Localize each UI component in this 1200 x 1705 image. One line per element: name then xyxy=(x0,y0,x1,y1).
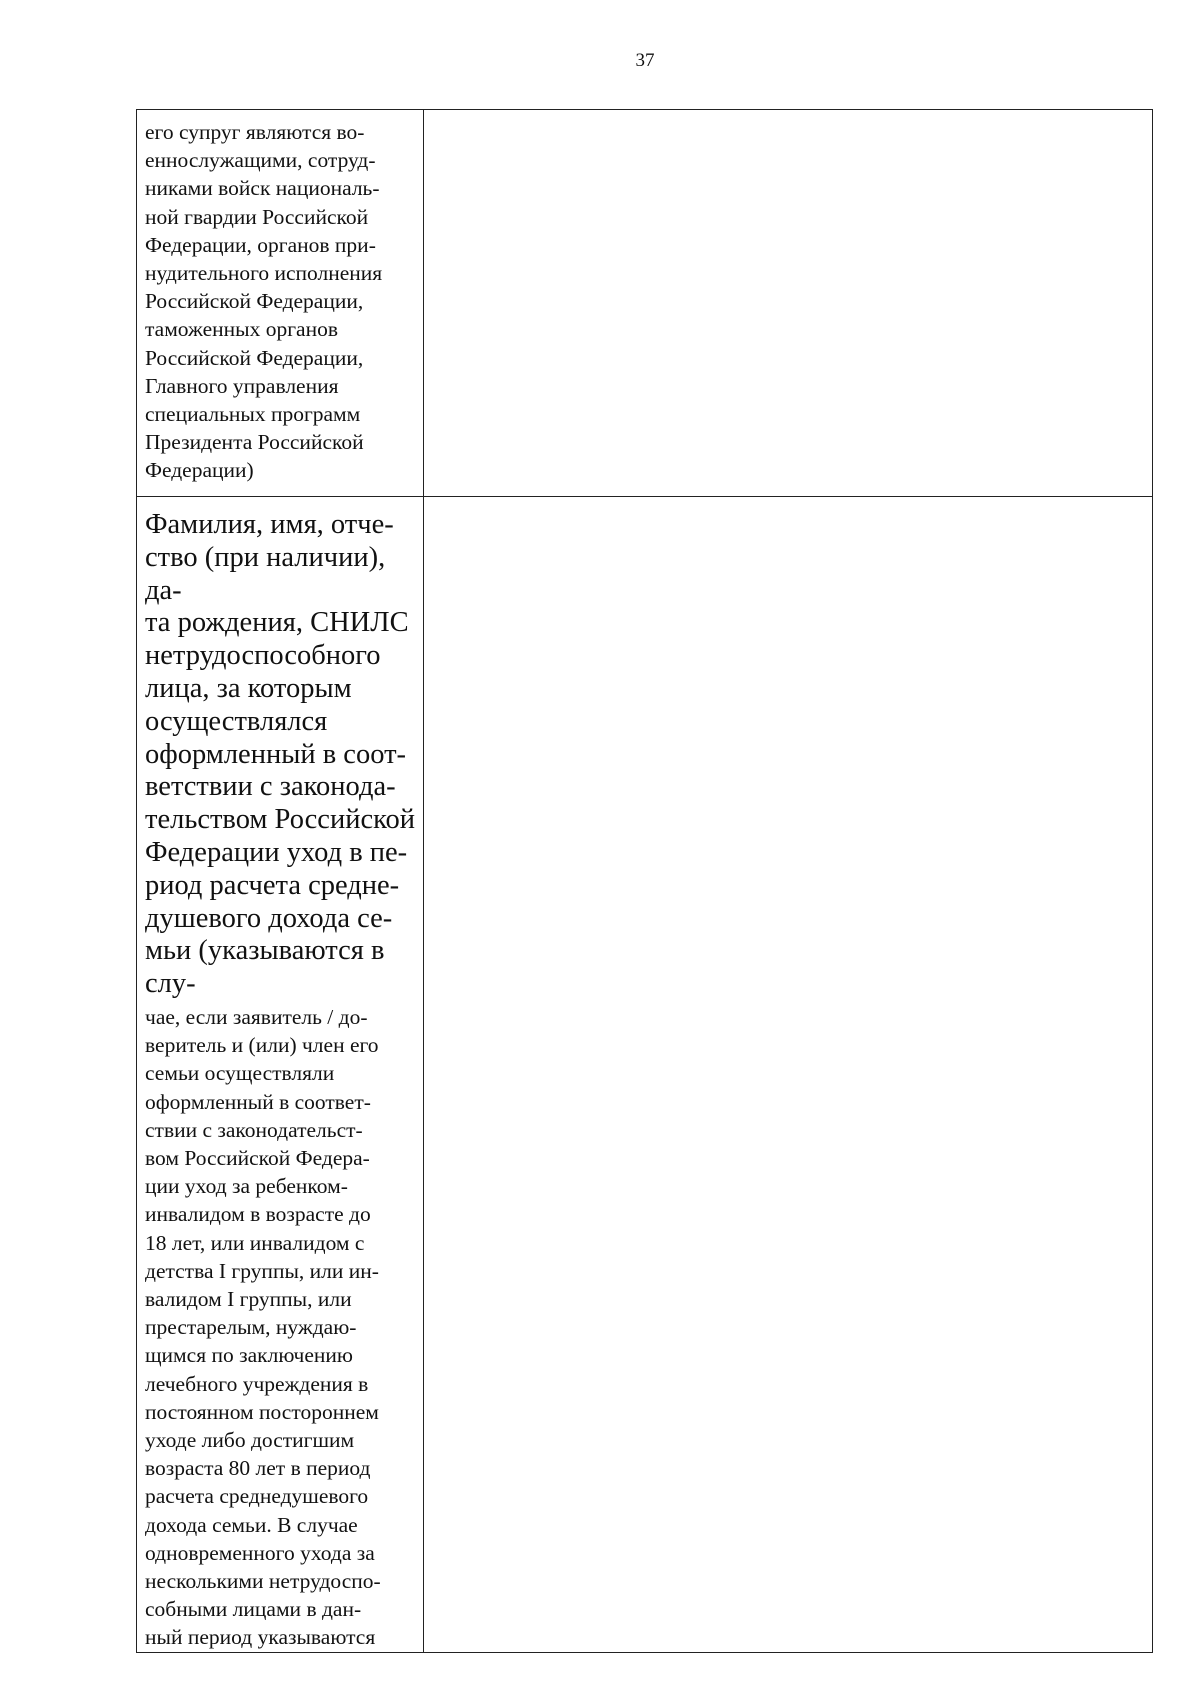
text-line: семьи осуществляли xyxy=(145,1061,335,1086)
text-line: лечебного учреждения в xyxy=(145,1371,369,1396)
text-line: ствии с законодательст- xyxy=(145,1117,363,1142)
label-text-large xyxy=(145,509,417,1001)
label-cell xyxy=(137,110,424,497)
text-line: таможенных органов xyxy=(145,317,338,342)
text-line: еннослужащими, сотруд- xyxy=(145,148,376,173)
text-line: душевого дохода се- xyxy=(145,902,393,934)
page-number: 37 xyxy=(635,50,655,71)
text-line: его супруг являются во- xyxy=(145,120,365,144)
text-line: ции уход за ребенком- xyxy=(145,1174,348,1199)
text-line: тельством Российской xyxy=(145,804,416,836)
text-line: ветствии с законода- xyxy=(145,771,396,803)
text-line: вом Российской Федера- xyxy=(145,1145,370,1170)
table-row xyxy=(137,497,1153,1653)
form-table xyxy=(136,109,1153,1653)
text-line: никами войск националь- xyxy=(145,176,380,201)
text-line: мьи (указываются в слу- xyxy=(145,935,385,1000)
label-text-small xyxy=(145,1003,417,1652)
text-line: 18 лет, или инвалидом с xyxy=(145,1230,365,1255)
text-line: Российской Федерации, xyxy=(145,289,364,314)
text-line: дохода семьи. В случае xyxy=(145,1512,358,1537)
text-line: ный период указываются xyxy=(145,1625,376,1650)
text-line: Федерации уход в пе- xyxy=(145,836,408,868)
text-line: несколькими нетрудоспо- xyxy=(145,1569,381,1594)
text-line: возраста 80 лет в период xyxy=(145,1456,371,1481)
text-line: чае, если заявитель / до- xyxy=(145,1004,368,1029)
text-line: инвалидом в возрасте до xyxy=(145,1202,371,1227)
text-line: собными лицами в дан- xyxy=(145,1597,362,1622)
text-line: специальных программ xyxy=(145,402,361,427)
text-line: щимся по заключению xyxy=(145,1343,353,1368)
text-line: Главного управления xyxy=(145,373,339,398)
text-line: оформленный в соответ- xyxy=(145,1089,371,1114)
text-line: расчета среднедушевого xyxy=(145,1484,369,1509)
text-line: Фамилия, имя, отче- xyxy=(145,509,394,540)
text-line: Федерации) xyxy=(145,458,254,483)
text-line: риод расчета средне- xyxy=(145,869,400,901)
text-line: веритель и (или) член его xyxy=(145,1033,379,1058)
text-line: Президента Российской xyxy=(145,430,364,455)
text-line: детства I группы, или ин- xyxy=(145,1258,379,1283)
text-line: уходе либо достигшим xyxy=(145,1428,355,1452)
label-text xyxy=(137,497,423,1652)
text-line: престарелым, нуждаю- xyxy=(145,1315,357,1340)
text-line: нудительного исполнения xyxy=(145,261,383,286)
table-row xyxy=(137,110,1153,497)
value-cell[interactable] xyxy=(424,110,1153,497)
text-line: ство (при наличии), да- xyxy=(145,541,386,606)
text-line: ной гвардии Российской xyxy=(145,204,369,229)
label-cell xyxy=(137,497,424,1653)
label-text xyxy=(137,110,423,485)
text-line: та рождения, СНИЛС xyxy=(145,607,409,639)
text-line: оформленный в соот- xyxy=(145,738,407,770)
text-line: нетрудоспособного xyxy=(145,640,381,672)
text-line: Федерации, органов при- xyxy=(145,232,376,257)
text-line: постоянном постороннем xyxy=(145,1399,379,1424)
text-line: лица, за которым xyxy=(145,672,352,704)
text-line: валидом I группы, или xyxy=(145,1286,352,1311)
text-line: Российской Федерации, xyxy=(145,345,364,370)
text-line: одновременного ухода за xyxy=(145,1540,375,1565)
text-line: осуществлялся xyxy=(145,705,328,737)
value-cell[interactable] xyxy=(424,497,1153,1653)
